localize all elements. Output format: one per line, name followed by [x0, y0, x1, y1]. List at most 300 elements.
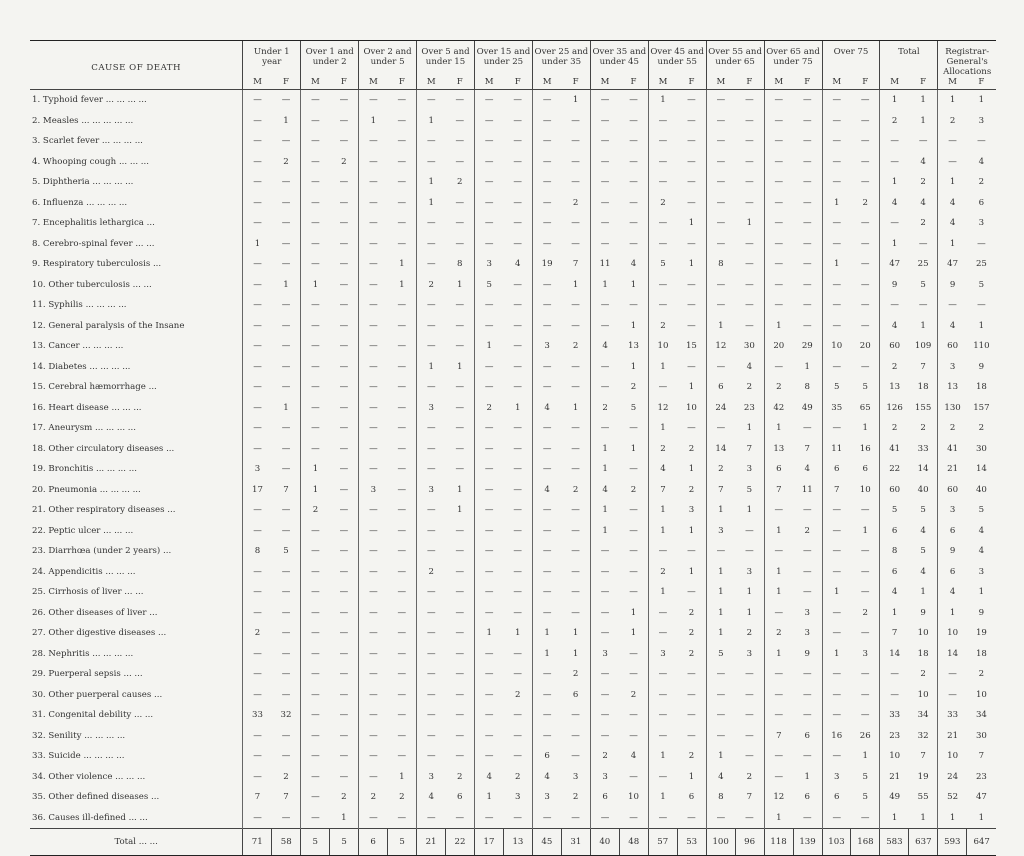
table-cell: —: [301, 623, 330, 644]
table-cell: 2: [862, 197, 868, 208]
table-row: [30, 603, 996, 624]
table-cell: —: [513, 197, 522, 208]
table-cell: —: [339, 95, 349, 106]
table-cell: —: [339, 197, 349, 208]
female-header: F: [446, 77, 475, 90]
table-cell: 1: [572, 95, 579, 106]
table-cell: 2: [648, 562, 677, 583]
table-cell: —: [397, 689, 407, 700]
cause-label: 5. Diphtheria ... ... ... ...: [32, 177, 134, 188]
table-cell: —: [860, 177, 870, 188]
table-cell: —: [629, 115, 638, 126]
cause-label: 20. Pneumonia ... ... ... ...: [32, 484, 141, 495]
table-row: [30, 685, 996, 706]
table-row: [30, 377, 996, 398]
table-cell: 13: [880, 377, 909, 398]
cause-label: 6. Influenza ... ... ... ...: [32, 197, 128, 208]
table-cell: —: [397, 197, 407, 208]
table-cell: —: [802, 177, 812, 188]
table-cell: —: [243, 562, 272, 583]
table-cell: —: [802, 320, 812, 331]
table-row: [30, 562, 996, 583]
table-cell: —: [397, 525, 407, 536]
table-cell: 1: [688, 259, 695, 270]
table-cell: —: [417, 295, 446, 316]
table-cell: 8: [706, 787, 735, 808]
table-cell: —: [590, 152, 619, 173]
table-cell: —: [397, 464, 407, 475]
table-cell: 2: [920, 218, 926, 229]
table-cell: 3: [417, 767, 446, 788]
table-cell: —: [880, 213, 909, 234]
table-cell: —: [802, 751, 812, 762]
table-cell: 2: [880, 111, 909, 132]
table-cell: 5: [880, 500, 909, 521]
table-cell: 1: [706, 500, 735, 521]
table-cell: —: [359, 644, 388, 665]
table-cell: —: [938, 152, 967, 173]
table-cell: —: [301, 562, 330, 583]
table-cell: 1: [822, 254, 851, 275]
table-cell: 5: [920, 505, 926, 516]
male-header: M: [474, 77, 503, 90]
cause-label: 33. Suicide ... ... ... ...: [32, 751, 125, 762]
table-cell: 1: [572, 628, 579, 639]
table-cell: —: [764, 500, 793, 521]
table-cell: 9: [978, 607, 985, 618]
cause-label: 25. Cirrhosis of liver ... ...: [32, 587, 144, 598]
table-cell: —: [590, 131, 619, 152]
table-cell: 5: [862, 792, 868, 803]
male-header: M: [359, 77, 388, 90]
table-cell: —: [243, 377, 272, 398]
table-cell: —: [629, 238, 638, 249]
table-cell: —: [590, 705, 619, 726]
table-cell: —: [397, 546, 407, 557]
table-cell: —: [802, 710, 812, 721]
table-cell: —: [880, 152, 909, 173]
table-cell: 30: [975, 443, 987, 454]
table-cell: —: [706, 685, 735, 706]
cause-label: 22. Peptic ulcer ... ... ...: [32, 525, 134, 536]
table-cell: —: [339, 464, 349, 475]
table-cell: 1: [822, 644, 851, 665]
table-cell: —: [359, 582, 388, 603]
table-cell: 5: [920, 279, 926, 290]
table-cell: 2: [301, 500, 330, 521]
table-cell: —: [455, 566, 465, 577]
table-cell: —: [590, 90, 619, 111]
total-cell: 637: [909, 829, 938, 856]
table-cell: —: [281, 525, 291, 536]
table-cell: —: [687, 279, 696, 290]
table-cell: —: [571, 218, 580, 229]
table-cell: —: [455, 628, 465, 639]
table-row: [30, 582, 996, 603]
table-cell: —: [590, 685, 619, 706]
table-cell: 6: [862, 464, 868, 475]
table-row: [30, 767, 996, 788]
table-cell: —: [571, 177, 580, 188]
table-cell: 20: [859, 341, 871, 352]
table-cell: —: [802, 279, 812, 290]
table-cell: 4: [648, 459, 677, 480]
table-cell: —: [513, 238, 522, 249]
table-cell: —: [339, 607, 349, 618]
table-cell: 2: [572, 341, 579, 352]
table-cell: 2: [862, 607, 868, 618]
table-cell: 1: [706, 603, 735, 624]
table-cell: —: [532, 603, 561, 624]
table-cell: 109: [914, 341, 932, 352]
table-cell: 4: [532, 767, 561, 788]
table-cell: —: [706, 295, 735, 316]
table-cell: —: [417, 213, 446, 234]
table-row: [30, 705, 996, 726]
table-cell: —: [745, 279, 754, 290]
table-cell: 1: [648, 582, 677, 603]
table-cell: —: [629, 156, 638, 167]
table-cell: —: [532, 439, 561, 460]
table-cell: —: [822, 213, 851, 234]
total-cell: 5: [388, 829, 417, 856]
table-cell: —: [301, 152, 330, 173]
table-cell: —: [687, 730, 696, 741]
table-cell: 4: [920, 525, 926, 536]
table-cell: —: [301, 336, 330, 357]
total-cell: 583: [880, 829, 909, 856]
table-cell: 2: [474, 398, 503, 419]
table-cell: —: [648, 685, 677, 706]
table-cell: —: [281, 136, 291, 147]
table-cell: —: [301, 439, 330, 460]
table-cell: —: [243, 295, 272, 316]
table-cell: 3: [978, 115, 985, 126]
table-cell: —: [301, 705, 330, 726]
table-cell: —: [281, 95, 291, 106]
table-cell: —: [243, 111, 272, 132]
table-cell: —: [860, 505, 870, 516]
table-cell: —: [359, 726, 388, 747]
table-cell: —: [397, 115, 407, 126]
table-cell: —: [359, 500, 388, 521]
table-cell: 29: [801, 341, 813, 352]
table-cell: —: [513, 546, 522, 557]
table-cell: —: [513, 279, 522, 290]
table-cell: —: [417, 705, 446, 726]
table-cell: —: [417, 644, 446, 665]
table-cell: —: [513, 648, 522, 659]
table-cell: —: [629, 197, 638, 208]
table-cell: —: [860, 136, 870, 147]
table-cell: —: [918, 238, 928, 249]
table-cell: —: [281, 423, 291, 434]
table-cell: —: [706, 131, 735, 152]
table-cell: 21: [880, 767, 909, 788]
table-cell: —: [687, 423, 696, 434]
table-cell: —: [455, 341, 465, 352]
female-header: F: [793, 77, 822, 90]
table-cell: —: [397, 587, 407, 598]
table-cell: —: [571, 607, 580, 618]
table-cell: 1: [688, 464, 695, 475]
table-cell: —: [532, 193, 561, 214]
table-cell: —: [243, 275, 272, 296]
table-cell: —: [281, 443, 291, 454]
table-cell: 5: [648, 254, 677, 275]
table-cell: 1: [283, 115, 289, 126]
table-cell: —: [474, 172, 503, 193]
table-cell: —: [417, 521, 446, 542]
table-cell: 1: [474, 787, 503, 808]
cause-label: 34. Other violence ... ... ...: [32, 771, 146, 782]
table-cell: —: [802, 259, 812, 270]
table-cell: —: [629, 95, 638, 106]
table-cell: —: [571, 300, 580, 311]
table-row: [30, 664, 996, 685]
table-cell: 5: [746, 484, 753, 495]
table-cell: 1: [590, 521, 619, 542]
table-cell: —: [474, 459, 503, 480]
male-header: M: [764, 77, 793, 90]
table-cell: —: [243, 603, 272, 624]
table-cell: —: [822, 172, 851, 193]
table-cell: —: [532, 541, 561, 562]
table-cell: —: [417, 131, 446, 152]
table-cell: 10: [628, 792, 639, 803]
table-cell: 1: [804, 771, 811, 782]
table-cell: 42: [764, 398, 793, 419]
table-cell: —: [513, 464, 522, 475]
table-cell: 1: [688, 218, 695, 229]
table-cell: —: [590, 418, 619, 439]
table-cell: —: [745, 136, 754, 147]
table-cell: —: [417, 459, 446, 480]
table-cell: 1: [764, 582, 793, 603]
table-cell: 52: [938, 787, 967, 808]
table-cell: —: [359, 357, 388, 378]
age-group-header: Over 25 and under 35: [532, 41, 590, 78]
table-cell: —: [706, 808, 735, 829]
table-cell: 2: [457, 771, 463, 782]
table-cell: —: [977, 136, 986, 147]
table-cell: 155: [914, 402, 932, 413]
table-cell: —: [532, 685, 561, 706]
table-cell: —: [629, 771, 638, 782]
table-cell: 8: [804, 382, 811, 393]
table-cell: 1: [688, 382, 695, 393]
table-cell: —: [359, 439, 388, 460]
table-cell: 1: [880, 808, 909, 829]
table-cell: —: [281, 607, 291, 618]
table-cell: 4: [706, 767, 735, 788]
table-cell: —: [532, 172, 561, 193]
table-cell: —: [629, 464, 638, 475]
table-cell: 2: [514, 689, 521, 700]
male-header: M: [301, 77, 330, 90]
table-cell: 18: [975, 382, 987, 393]
table-row: [30, 275, 996, 296]
table-cell: —: [417, 808, 446, 829]
table-cell: —: [513, 361, 522, 372]
table-cell: —: [822, 664, 851, 685]
table-cell: —: [571, 587, 580, 598]
table-cell: 13: [764, 439, 793, 460]
table-cell: —: [359, 316, 388, 337]
table-cell: 157: [973, 402, 990, 413]
table-cell: 3: [532, 336, 561, 357]
table-cell: —: [590, 193, 619, 214]
table-cell: —: [629, 218, 638, 229]
table-cell: —: [571, 361, 580, 372]
table-cell: —: [590, 111, 619, 132]
table-cell: —: [417, 418, 446, 439]
table-cell: 1: [590, 275, 619, 296]
table-cell: —: [513, 669, 522, 680]
table-cell: 2: [590, 746, 619, 767]
table-cell: —: [532, 726, 561, 747]
table-cell: —: [339, 238, 349, 249]
table-cell: 33: [938, 705, 967, 726]
table-row: [30, 90, 996, 111]
table-cell: —: [880, 295, 909, 316]
total-cell: 593: [938, 829, 967, 856]
table-cell: —: [301, 644, 330, 665]
table-cell: —: [339, 423, 349, 434]
table-cell: 3: [474, 254, 503, 275]
female-header: F: [851, 77, 880, 90]
table-cell: 2: [359, 787, 388, 808]
table-cell: —: [455, 464, 465, 475]
table-cell: —: [397, 177, 407, 188]
table-cell: 3: [822, 767, 851, 788]
table-cell: 1: [359, 111, 388, 132]
total-cell: 71: [243, 829, 272, 856]
table-cell: —: [359, 521, 388, 542]
table-cell: —: [513, 525, 522, 536]
table-cell: 1: [764, 644, 793, 665]
table-cell: —: [339, 320, 349, 331]
table-cell: —: [745, 320, 754, 331]
table-cell: —: [301, 172, 330, 193]
table-row: [30, 500, 996, 521]
age-group-header: Registrar-General's Allocations: [938, 41, 996, 78]
table-cell: —: [397, 320, 407, 331]
table-cell: —: [417, 500, 446, 521]
table-cell: 10: [938, 623, 967, 644]
table-row: [30, 787, 996, 808]
table-cell: —: [764, 685, 793, 706]
table-cell: 10: [917, 628, 929, 639]
table-row: [30, 336, 996, 357]
table-cell: 5: [862, 382, 868, 393]
table-cell: —: [243, 521, 272, 542]
cause-label: 18. Other circulatory diseases ...: [32, 443, 175, 454]
total-cell: 57: [648, 829, 677, 856]
table-cell: 7: [822, 480, 851, 501]
table-cell: —: [802, 238, 812, 249]
table-cell: 2: [920, 177, 926, 188]
table-cell: —: [417, 152, 446, 173]
table-cell: 1: [283, 279, 289, 290]
table-cell: 2: [688, 607, 695, 618]
total-cell: 139: [793, 829, 822, 856]
table-cell: —: [860, 546, 870, 557]
table-cell: —: [687, 587, 696, 598]
table-cell: —: [938, 685, 967, 706]
table-cell: 2: [804, 525, 811, 536]
table-cell: 23: [880, 726, 909, 747]
table-cell: —: [417, 685, 446, 706]
table-cell: 4: [938, 213, 967, 234]
table-cell: 32: [280, 710, 292, 721]
table-cell: —: [822, 808, 851, 829]
total-cell: 6: [359, 829, 388, 856]
table-cell: —: [860, 115, 870, 126]
table-cell: 14: [975, 464, 987, 475]
table-cell: —: [532, 131, 561, 152]
table-cell: 2: [341, 156, 347, 167]
table-cell: —: [802, 423, 812, 434]
table-cell: —: [243, 500, 272, 521]
table-cell: 6: [764, 459, 793, 480]
table-cell: —: [474, 582, 503, 603]
table-cell: 13: [628, 341, 639, 352]
table-cell: —: [764, 357, 793, 378]
table-cell: —: [860, 669, 870, 680]
table-cell: —: [359, 152, 388, 173]
table-cell: 2: [880, 357, 909, 378]
table-cell: 1: [978, 587, 985, 598]
table-cell: —: [301, 90, 330, 111]
table-cell: —: [745, 751, 754, 762]
cause-label: 3. Scarlet fever ... ... ... ...: [32, 136, 143, 147]
table-cell: —: [513, 156, 522, 167]
table-cell: —: [455, 423, 465, 434]
table-cell: —: [571, 710, 580, 721]
table-cell: 2: [764, 623, 793, 644]
table-cell: —: [860, 587, 870, 598]
table-cell: 2: [572, 484, 579, 495]
table-cell: —: [397, 484, 407, 495]
table-cell: —: [802, 546, 812, 557]
table-cell: —: [648, 726, 677, 747]
table-cell: —: [474, 193, 503, 214]
table-cell: 17: [243, 480, 272, 501]
table-cell: 1: [417, 357, 446, 378]
table-cell: —: [822, 275, 851, 296]
table-cell: —: [764, 193, 793, 214]
table-cell: 1: [938, 234, 967, 255]
table-cell: 2: [746, 771, 753, 782]
table-cell: —: [474, 131, 503, 152]
table-cell: —: [687, 669, 696, 680]
table-cell: 2: [746, 628, 753, 639]
table-cell: 4: [532, 480, 561, 501]
table-cell: —: [281, 218, 291, 229]
table-cell: —: [474, 500, 503, 521]
table-cell: 1: [822, 193, 851, 214]
table-cell: —: [301, 746, 330, 767]
table-cell: —: [706, 90, 735, 111]
table-cell: —: [397, 628, 407, 639]
table-cell: —: [590, 726, 619, 747]
table-cell: —: [802, 505, 812, 516]
table-cell: 4: [630, 751, 637, 762]
table-cell: —: [455, 689, 465, 700]
table-cell: 2: [630, 484, 637, 495]
table-cell: —: [281, 382, 291, 393]
